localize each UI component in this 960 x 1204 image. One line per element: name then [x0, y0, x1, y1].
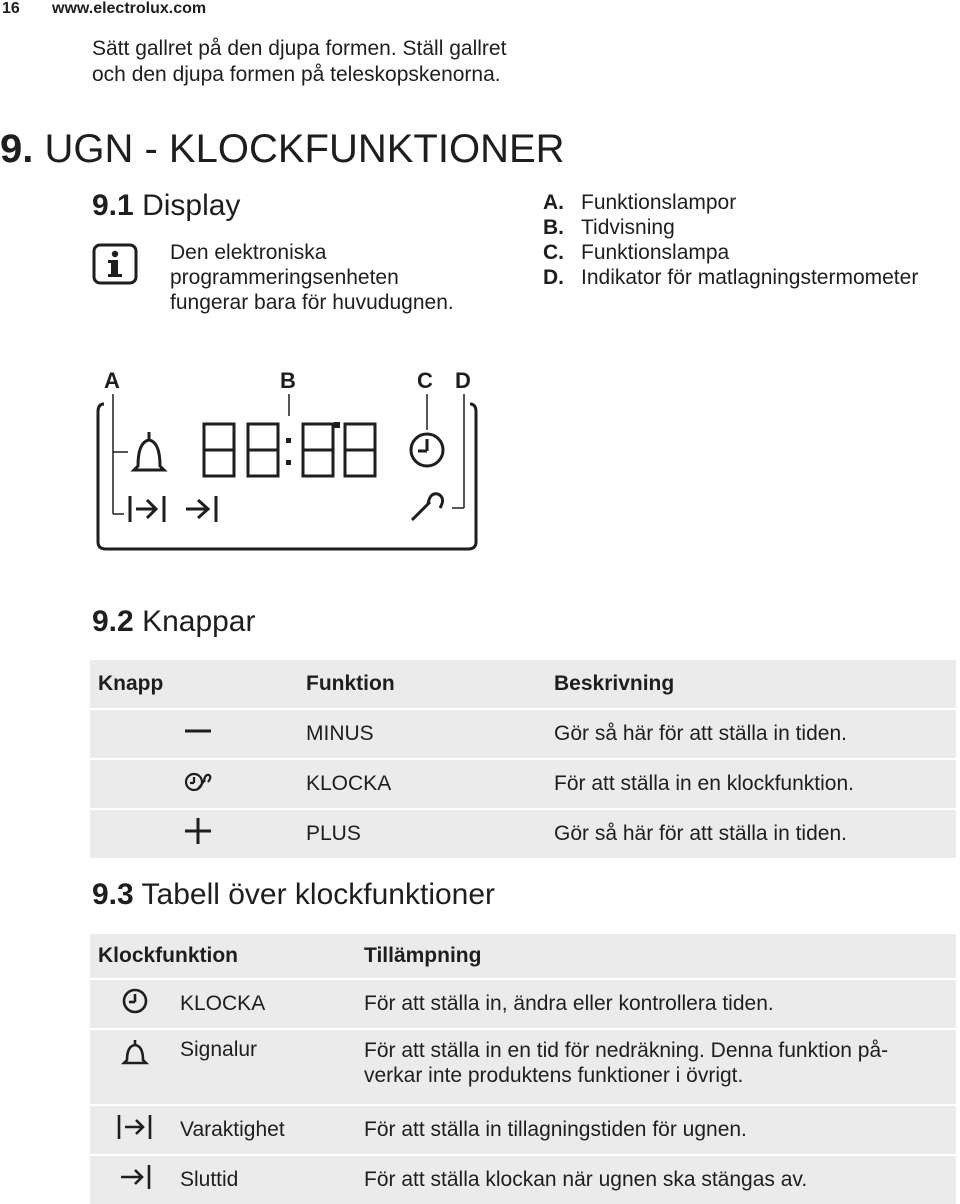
header-tillampning: Tillämpning [364, 934, 956, 979]
function-cell: MINUS [306, 709, 554, 759]
end-icon [90, 1155, 180, 1204]
application-cell: För att ställa in, ändra eller kontrollera tiden. [364, 979, 956, 1029]
legend-item: C. Funktionslampa [543, 241, 730, 264]
legend-item: B. Tidvisning [543, 216, 675, 239]
display-legend [543, 190, 918, 290]
function-cell: Varaktighet [180, 1105, 364, 1155]
table-row [90, 709, 956, 759]
display-heading [92, 188, 240, 224]
display-number: 9.1 [92, 189, 134, 222]
header-klockfunktion: Klockfunktion [90, 934, 364, 979]
display-title: Display [142, 189, 241, 222]
header-funktion: Funktion [306, 660, 554, 709]
display-diagram [90, 392, 485, 557]
function-cell: PLUS [306, 809, 554, 859]
clock-icon [411, 434, 443, 466]
diagram-label-a: A [104, 368, 120, 393]
buttons-title: Knappar [142, 605, 256, 638]
section-number: 9. [0, 127, 34, 171]
table-header-row [90, 660, 956, 709]
table-header-row [90, 934, 956, 979]
description-cell: Gör så här för att ställa in tiden. [554, 809, 956, 859]
page-number: 16 [2, 0, 20, 17]
table-row [90, 809, 956, 859]
application-cell: För att ställa klockan när ugnen ska stängas av. [364, 1155, 956, 1204]
display-note: Den elektroniska programmeringsenheten fungerar bara för huvudugnen. [170, 241, 454, 314]
function-cell: KLOCKA [306, 759, 554, 809]
buttons-number: 9.2 [92, 605, 134, 638]
clock-icon [90, 979, 180, 1029]
table-row [90, 759, 956, 809]
site-url: www.electrolux.com [52, 0, 207, 17]
duration-icon [90, 1105, 180, 1155]
diagram-label-d: D [455, 368, 471, 393]
clock-functions-title: Tabell över klockfunktioner [141, 878, 496, 911]
table-row [90, 1105, 956, 1155]
description-cell: Gör så här för att ställa in tiden. [554, 709, 956, 759]
legend-item: A. Funktionslampor [543, 191, 737, 214]
application-cell: För att ställa in tillagningstiden för ugnen. [364, 1105, 956, 1155]
diagram-label-b: B [280, 368, 296, 393]
table-row [90, 1029, 956, 1105]
duration-icon [130, 496, 164, 522]
thermometer-probe-icon [412, 494, 443, 520]
clock-functions-table [90, 934, 956, 1204]
intro-text: Sätt gallret på den djupa formen. Ställ gallret och den djupa formen på teleskopskenorna. [92, 37, 507, 86]
time-digits [204, 424, 375, 476]
section-heading [0, 126, 565, 172]
plus-icon [90, 809, 306, 859]
section-title: UGN - KLOCKFUNKTIONER [44, 127, 565, 171]
buttons-heading [92, 604, 256, 640]
end-icon [186, 496, 216, 522]
header-beskrivning: Beskrivning [554, 660, 956, 709]
function-cell: Sluttid [180, 1155, 364, 1204]
clock-button-icon [90, 759, 306, 809]
clock-functions-heading [92, 877, 495, 913]
header-knapp: Knapp [90, 660, 306, 709]
description-cell: För att ställa in en klockfunktion. [554, 759, 956, 809]
bell-icon [134, 432, 164, 470]
table-row [90, 1155, 956, 1204]
table-row [90, 979, 956, 1029]
legend-item: D. Indikator för matlagningstermometer [543, 266, 919, 289]
function-cell: KLOCKA [180, 979, 364, 1029]
function-cell: Signalur [180, 1029, 364, 1105]
diagram-label-c: C [417, 368, 433, 393]
clock-functions-number: 9.3 [92, 878, 134, 911]
bell-icon [90, 1029, 180, 1105]
buttons-table [90, 660, 956, 860]
info-icon [92, 243, 138, 290]
application-cell: För att ställa in en tid för nedräkning. Denna funktion på-verkar inte produktens funktioner i övrigt. [364, 1029, 956, 1105]
minus-icon [90, 709, 306, 759]
